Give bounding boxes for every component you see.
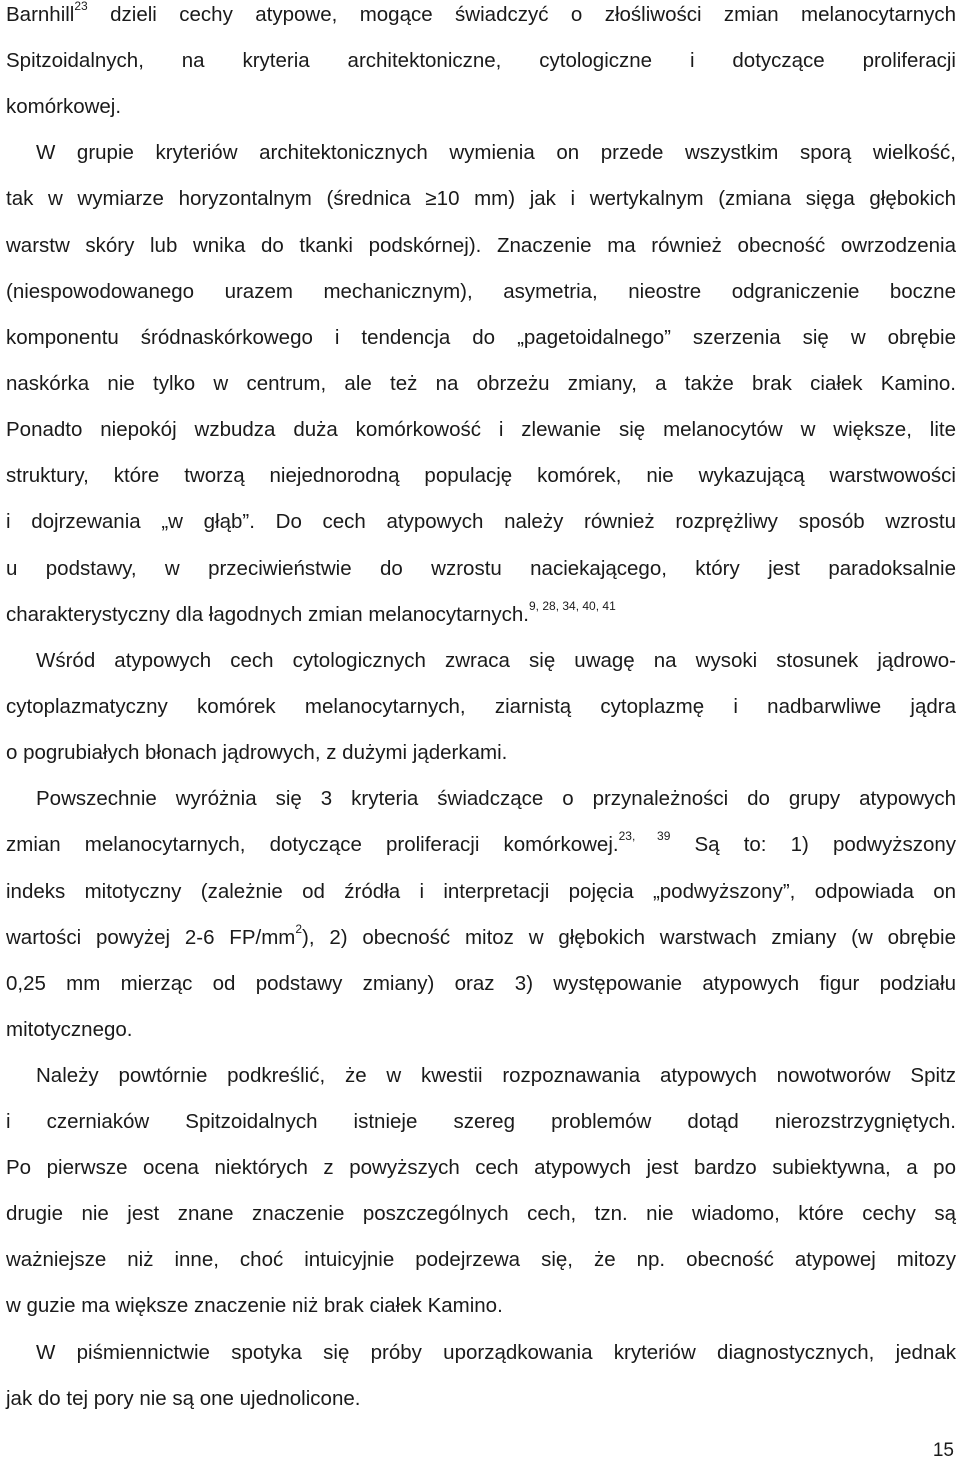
text-line <box>6 877 956 907</box>
line-text: Powszechnie wyróżnia się 3 kryteria świadczące o przynależności do grupy atypowych <box>36 787 956 810</box>
text-line <box>6 507 956 537</box>
text-line <box>6 923 956 953</box>
citation-superscript: 2 <box>295 922 303 937</box>
line-text: struktury, które tworzą niejednorodną populację komórek, nie wykazującą warstwowości <box>6 464 956 487</box>
text-line <box>6 369 956 399</box>
line-text: Spitzoidalnych, na kryteria architektoniczne, cytologiczne i dotyczące proliferacji <box>6 49 956 72</box>
text-line <box>6 830 956 860</box>
line-text: i dojrzewania „w głąb”. Do cech atypowych należy również rozprężliwy sposób wzrostu <box>6 510 956 533</box>
line-text: cytoplazmatyczny komórek melanocytarnych, ziarnistą cytoplazmę i nadbarwliwe jądra <box>6 695 956 718</box>
line-text: 0,25 mm mierząc od podstawy zmiany) oraz 3) występowanie atypowych figur podziału <box>6 972 956 995</box>
text-line <box>6 46 956 76</box>
line-text-rest: ), 2) obecność mitoz w głębokich warstwach zmiany (w obrębie <box>302 926 956 949</box>
text-line <box>6 554 956 584</box>
line-text: ważniejsze niż inne, choć intuicyjnie podejrzewa się, że np. obecność atypowej mitozy <box>6 1248 956 1271</box>
line-text: W piśmiennictwie spotyka się próby uporządkowania kryteriów diagnostycznych, jednak <box>36 1341 956 1364</box>
line-text: Należy powtórnie podkreślić, że w kwestii rozpoznawania atypowych nowotworów Spitz <box>36 1064 956 1087</box>
line-text: W grupie kryteriów architektonicznych wymienia on przede wszystkim sporą wielkość, <box>36 141 956 164</box>
page-number: 15 <box>932 1440 954 1461</box>
citation-superscript: 23 <box>74 0 88 14</box>
text-line <box>36 784 956 814</box>
line-text: (niespowodowanego urazem mechanicznym), asymetria, nieostre odgraniczenie boczne <box>6 280 956 303</box>
line-text: o pogrubiałych błonach jądrowych, z dużymi jąderkami. <box>6 741 508 764</box>
text-line <box>6 0 956 30</box>
text-line <box>6 738 956 768</box>
line-text: Ponadto niepokój wzbudza duża komórkowość i zlewanie się melanocytów w większe, lite <box>6 418 956 441</box>
line-text: tak w wymiarze horyzontalnym (średnica ≥10 mm) jak i wertykalnym (zmiana sięga głębokich <box>6 187 956 210</box>
line-text: drugie nie jest znane znaczenie poszczególnych cech, tzn. nie wiadomo, które cechy są <box>6 1202 956 1225</box>
line-text: i czerniaków Spitzoidalnych istnieje szereg problemów dotąd nierozstrzygniętych. <box>6 1110 956 1133</box>
text-line <box>6 277 956 307</box>
line-text: Barnhill <box>6 3 75 26</box>
text-line <box>36 1061 956 1091</box>
line-text: wartości powyżej 2-6 FP/mm <box>6 926 296 949</box>
text-line <box>6 1384 956 1414</box>
line-text: komórkowej. <box>6 95 122 118</box>
citation-superscript: 9, 28, 34, 40, 41 <box>529 599 616 614</box>
line-text: u podstawy, w przeciwieństwie do wzrostu naciekającego, który jest paradoksalnie <box>6 557 956 580</box>
text-line <box>6 969 956 999</box>
text-line <box>6 1015 956 1045</box>
line-text: Wśród atypowych cech cytologicznych zwraca się uwagę na wysoki stosunek jądrowo- <box>36 649 956 672</box>
text-line <box>6 1153 956 1183</box>
text-line <box>6 1245 956 1275</box>
text-line <box>6 415 956 445</box>
line-text: indeks mitotyczny (zależnie od źródła i interpretacji pojęcia „podwyższony”, odpowiada on <box>6 880 956 903</box>
text-line <box>6 461 956 491</box>
text-line <box>6 1291 956 1321</box>
text-line <box>36 1338 956 1368</box>
text-line <box>6 1199 956 1229</box>
line-text: charakterystyczny dla łagodnych zmian melanocytarnych. <box>6 603 529 626</box>
text-line <box>6 231 956 261</box>
line-text: zmian melanocytarnych, dotyczące proliferacji komórkowej. <box>6 833 619 856</box>
line-text: jak do tej pory nie są one ujednolicone. <box>6 1387 361 1410</box>
citation-superscript: 23, 39 <box>618 829 671 844</box>
text-line <box>36 138 956 168</box>
line-text: naskórka nie tylko w centrum, ale też na obrzeżu zmiany, a także brak ciałek Kamino. <box>6 372 956 395</box>
line-text: Po pierwsze ocena niektórych z powyższych cech atypowych jest bardzo subiektywna, a po <box>6 1156 956 1179</box>
text-line <box>36 646 956 676</box>
line-text: w guzie ma większe znaczenie niż brak ciałek Kamino. <box>6 1294 503 1317</box>
line-text-rest: Są to: 1) podwyższony <box>670 833 957 856</box>
text-line <box>6 600 956 630</box>
text-line <box>6 692 956 722</box>
line-text: mitotycznego. <box>6 1018 133 1041</box>
text-line <box>6 92 956 122</box>
text-line <box>6 1107 956 1137</box>
line-text: warstw skóry lub wnika do tkanki podskórnej). Znaczenie ma również obecność owrzodzenia <box>6 234 956 257</box>
line-text: komponentu śródnaskórkowego i tendencja do „pagetoidalnego” szerzenia się w obrębie <box>6 326 956 349</box>
text-line <box>6 184 956 214</box>
line-text-rest: dzieli cechy atypowe, mogące świadczyć o złośliwości zmian melanocytarnych <box>87 3 956 26</box>
text-line <box>6 323 956 353</box>
